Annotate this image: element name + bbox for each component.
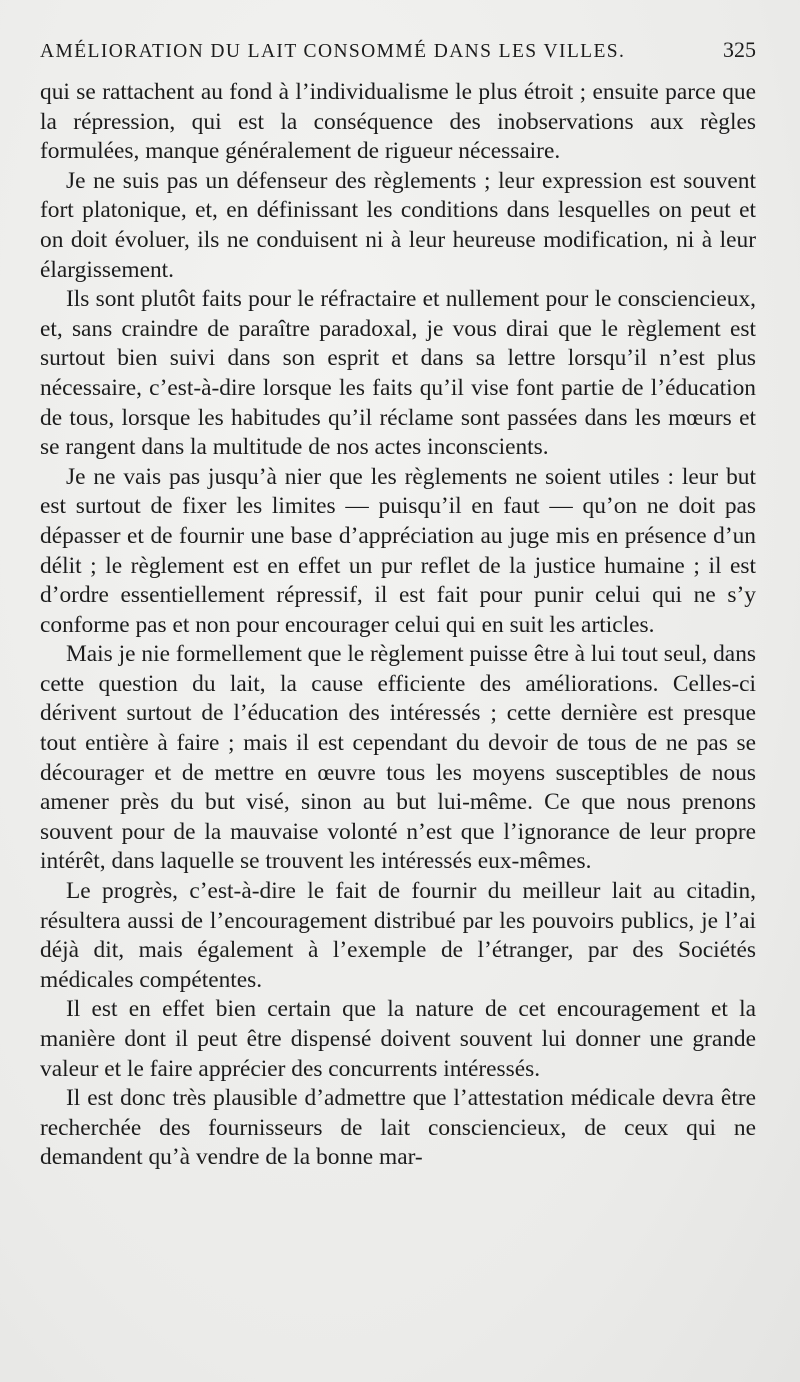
paragraph: Mais je nie formellement que le règlement puisse être à lui tout seul, dans cette question du lait, la cause efficiente des améliorations. Celles-ci dérivent surtout de l’éducation des intéressés ; cette dernière est presque tout entière à faire ; mais il est cependant du devoir de tous de ne pas se décourager et de mettre en œuvre tous les moyens susceptibles de nous amener près du but visé, sinon au but lui-même. Ce que nous prenons souvent pour de la mauvaise volonté n’est que l’ignorance de leur propre intérêt, dans laquelle se trouvent les intéressés eux-mêmes.	[40, 641, 756, 875]
running-head-title: AMÉLIORATION DU LAIT CONSOMMÉ DANS LES VILLES.	[40, 41, 626, 62]
running-head	[40, 0, 756, 62]
paragraph: Je ne suis pas un défenseur des règlements ; leur expression est souvent fort platonique, et, en définissant les conditions dans lesquelles on peut et on doit évoluer, ils ne conduisent ni à leur heureuse modification, ni à leur élargissement.	[40, 167, 756, 283]
paragraph-continuation: qui se rattachent au fond à l’individualisme le plus étroit ; ensuite parce que la répression, qui est la conséquence des inobservations aux règles formulées, manque généralement de rigueur nécessaire.	[40, 79, 756, 165]
paragraph: Il est en effet bien certain que la nature de cet encouragement et la manière dont il peut être dispensé doivent souvent lui donner une grande valeur et le faire apprécier des concurrents intéressés.	[40, 996, 756, 1082]
paragraph: Il est donc très plausible d’admettre que l’attestation médicale devra être recherchée des fournisseurs de lait consciencieux, de ceux qui ne demandent qu’à vendre de la bonne mar-	[40, 1085, 756, 1171]
paragraph: Le progrès, c’est-à-dire le fait de fournir du meilleur lait au citadin, résultera aussi de l’encouragement distribué par les pouvoirs publics, je l’ai déjà dit, mais également à l’exemple de l’étranger, par des Sociétés médicales compétentes.	[40, 878, 756, 993]
paragraph: Ils sont plutôt faits pour le réfractaire et nullement pour le consciencieux, et, sans craindre de paraître paradoxal, je vous dirai que le règlement est surtout bien suivi dans son esprit et dans sa lettre lorsqu’il n’est plus nécessaire, c’est-à-dire lorsque les faits qu’il vise font partie de l’éducation de tous, lorsque les habitudes qu’il réclame sont passées dans les mœurs et se rangent dans la multitude de nos actes inconscients.	[40, 286, 756, 461]
body-text	[40, 78, 756, 1173]
page-number: 325	[723, 37, 756, 62]
paragraph: Je ne vais pas jusqu’à nier que les règlements ne soient utiles : leur but est surtout de fixer les limites — puisqu’il en faut — qu’on ne doit pas dépasser et de fournir une base d’appréciation au juge mis en présence d’un délit ; le règlement est en effet un pur reflet de la justice humaine ; il est d’ordre essentiellement répressif, il est fait pour punir celui qui ne s’y conforme pas et non pour encourager celui qui en suit les articles.	[40, 463, 756, 638]
